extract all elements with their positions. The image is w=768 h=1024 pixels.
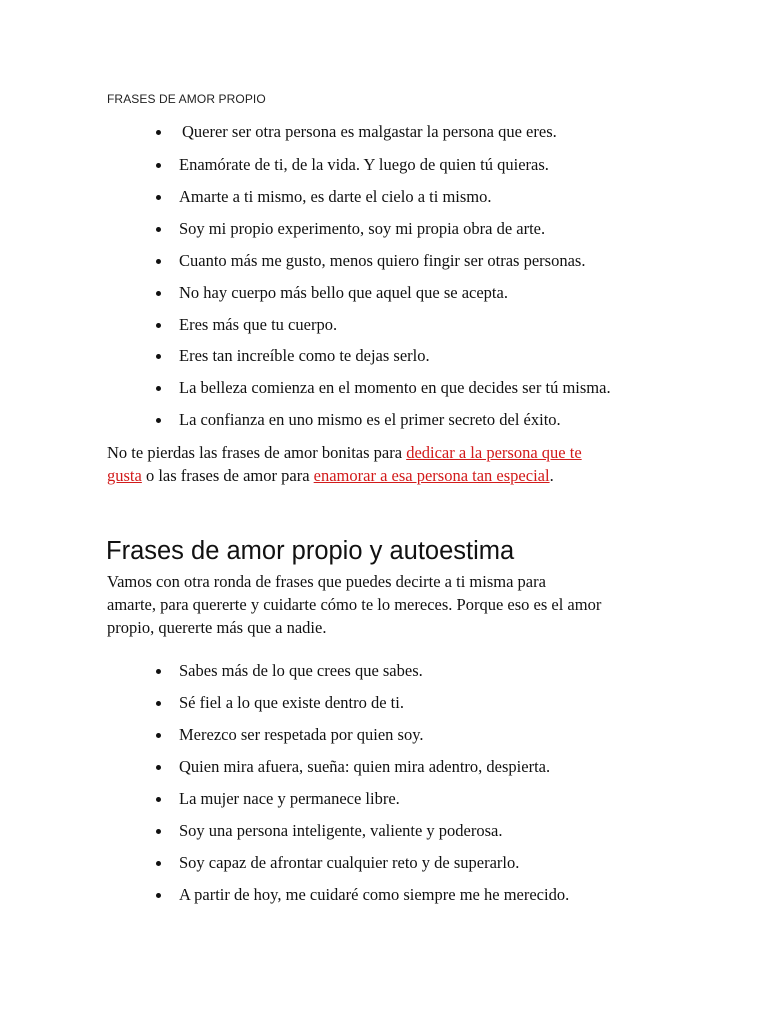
bullet-icon	[156, 163, 161, 168]
bullet-icon	[156, 354, 161, 359]
list-item	[0, 821, 768, 845]
list-item-text: Eres más que tu cuerpo.	[179, 315, 338, 334]
list-item	[0, 853, 768, 877]
bullet-icon	[156, 323, 161, 328]
list-item	[0, 251, 768, 275]
link-enamorar[interactable]: enamorar a esa persona tan especial	[313, 466, 550, 485]
bullet-icon	[156, 418, 161, 423]
list-item	[0, 315, 768, 339]
list-item	[0, 410, 768, 434]
list-item-text: Soy una persona inteligente, valiente y poderosa.	[179, 821, 503, 840]
bullet-icon	[156, 893, 161, 898]
bullet-icon	[156, 386, 161, 391]
list-item	[0, 187, 768, 211]
list-item-text: La belleza comienza en el momento en que decides ser tú misma.	[179, 378, 611, 397]
bullet-icon	[156, 227, 161, 232]
list-item	[0, 219, 768, 243]
list-item-text: Enamórate de ti, de la vida. Y luego de quien tú quieras.	[179, 155, 549, 174]
list-item	[0, 757, 768, 781]
bullet-icon	[156, 259, 161, 264]
list-item-text: La confianza en uno mismo es el primer secreto del éxito.	[179, 410, 561, 429]
list-item-text: La mujer nace y permanece libre.	[179, 789, 400, 808]
bullet-icon	[156, 195, 161, 200]
list-item-text: Eres tan increíble como te dejas serlo.	[179, 346, 430, 365]
list-item-text: Soy mi propio experimento, soy mi propia obra de arte.	[179, 219, 546, 238]
list-item	[0, 725, 768, 749]
list-item	[0, 789, 768, 813]
paragraph-text: No te pierdas las frases de amor bonitas para	[107, 443, 407, 462]
intro-line: amarte, para quererte y cuidarte cómo te lo mereces. Porque eso es el amor	[107, 595, 602, 614]
bullet-icon	[156, 291, 161, 296]
list-item	[0, 378, 768, 402]
document-title: FRASES DE AMOR PROPIO	[107, 92, 266, 106]
list-item-text: Quien mira afuera, sueña: quien mira adentro, despierta.	[179, 757, 551, 776]
list-item	[0, 346, 768, 370]
section-heading: Frases de amor propio y autoestima	[106, 537, 515, 565]
bullet-icon	[156, 861, 161, 866]
paragraph-text: o las frases de amor para	[141, 466, 314, 485]
bullet-icon	[156, 733, 161, 738]
list-item-text: Sabes más de lo que crees que sabes.	[179, 661, 423, 680]
bullet-icon	[156, 701, 161, 706]
bullet-icon	[156, 765, 161, 770]
list-item-text: Querer ser otra persona es malgastar la persona que eres.	[182, 122, 557, 141]
paragraph-text: .	[549, 466, 554, 485]
list-item	[0, 122, 768, 146]
list-item	[0, 661, 768, 685]
list-item	[0, 885, 768, 909]
list-item	[0, 155, 768, 179]
links-paragraph	[107, 441, 667, 487]
intro-line: Vamos con otra ronda de frases que puedes decirte a ti misma para	[107, 572, 546, 591]
list-item-text: No hay cuerpo más bello que aquel que se acepta.	[179, 283, 508, 302]
list-item	[0, 693, 768, 717]
bullet-icon	[156, 829, 161, 834]
list-item-text: Soy capaz de afrontar cualquier reto y de superarlo.	[179, 853, 520, 872]
list-item-text: Cuanto más me gusto, menos quiero fingir ser otras personas.	[179, 251, 586, 270]
list-item-text: Merezco ser respetada por quien soy.	[179, 725, 424, 744]
list-item	[0, 283, 768, 307]
list-item-text: Sé fiel a lo que existe dentro de ti.	[179, 693, 404, 712]
list-item-text: Amarte a ti mismo, es darte el cielo a ti mismo.	[179, 187, 492, 206]
bullet-icon	[156, 130, 161, 135]
list-item-text: A partir de hoy, me cuidaré como siempre me he merecido.	[179, 885, 570, 904]
intro-line: propio, quererte más que a nadie.	[107, 618, 327, 637]
bullet-icon	[156, 669, 161, 674]
bullet-icon	[156, 797, 161, 802]
link-dedicar[interactable]: dedicar a la persona que te gusta	[107, 443, 582, 485]
intro-paragraph	[107, 570, 687, 639]
